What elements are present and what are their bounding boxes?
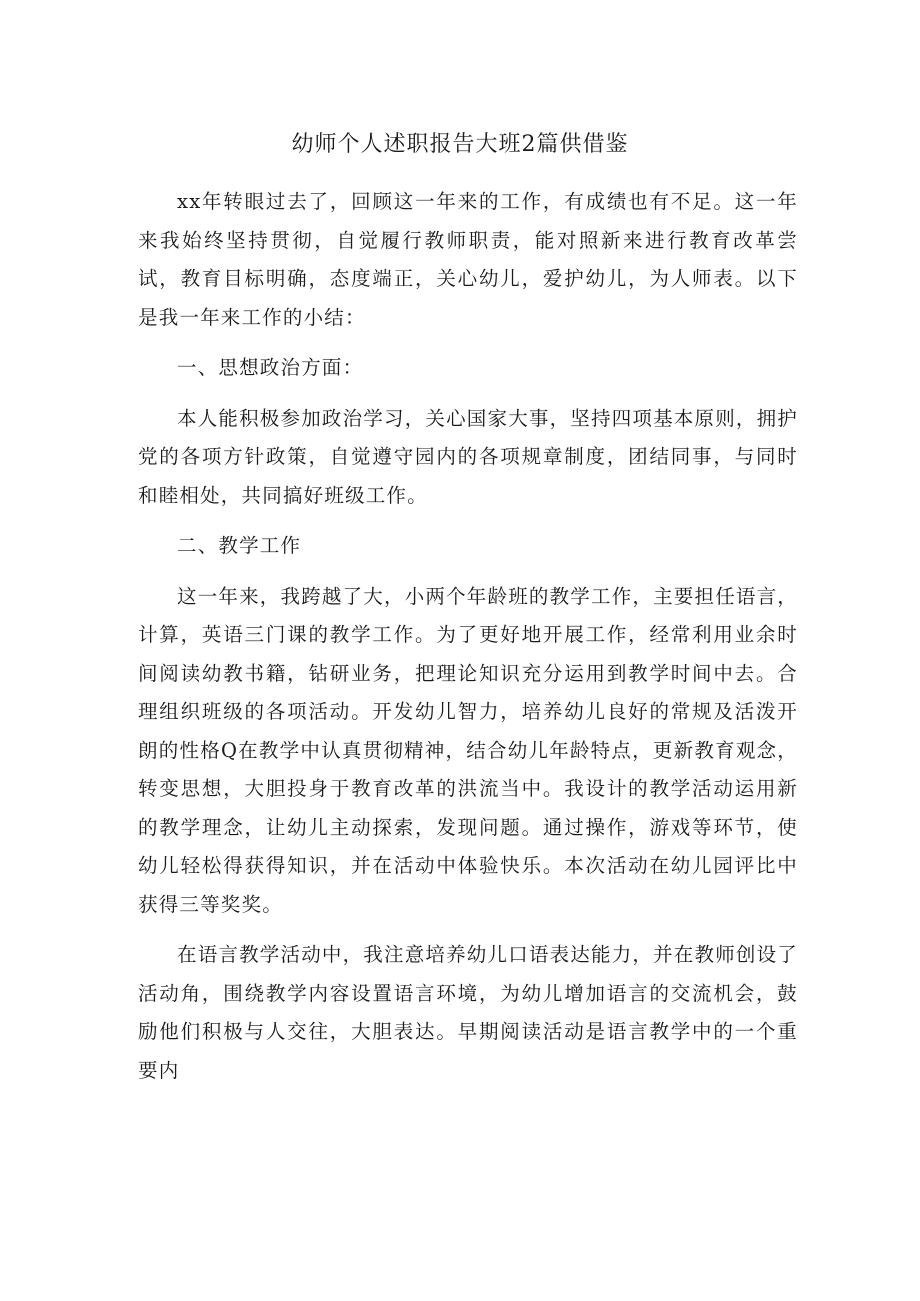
section-heading-teaching: 二、教学工作 bbox=[177, 534, 302, 557]
document-title: 幼师个人述职报告大班2篇供借鉴 bbox=[291, 132, 629, 157]
politics-paragraph: 本人能积极参加政治学习，关心国家大事，坚持四项基本原则，拥护党的各项方针政策，自觉遵守园内的各项规章制度，团结同事，与同时和睦相处，共同搞好班级工作。 bbox=[138, 406, 799, 507]
intro-paragraph: xx年转眼过去了，回顾这一年来的工作，有成绩也有不足。这一年来我始终坚持贯彻，自觉履行教师职责，能对照新来进行教育改革尝试，教育目标明确，态度端正，关心幼儿，爱护幼儿，为人师表。以下是我一年来工作的小结： bbox=[138, 190, 798, 329]
document-body bbox=[138, 183, 798, 1090]
language-teaching-paragraph: 在语言教学活动中，我注意培养幼儿口语表达能力，并在教师创设了活动角，围绕教学内容设置语言环境，为幼儿增加语言的交流机会，鼓励他们积极与人交往，大胆表达。早期阅读活动是语言教学中的一个重要内 bbox=[138, 943, 799, 1082]
section-heading-politics: 一、思想政治方面： bbox=[177, 356, 364, 379]
teaching-paragraph: 这一年来，我跨越了大，小两个年龄班的教学工作，主要担任语言，计算，英语三门课的教学工作。为了更好地开展工作，经常利用业余时间阅读幼教书籍，钻研业务，把理论知识充分运用到教学时间中去。合理组织班级的各项活动。开发幼儿智力，培养幼儿良好的常规及活泼开朗的性格Q在教学中认真贯彻精神，结合幼儿年龄特点，更新教育观念，转变思想，大胆投身于教育改革的洪流当中。我设计的教学活动运用新的教学理念，让幼儿主动探索，发现问题。通过操作，游戏等环节，使幼儿轻松得获得知识，并在活动中体验快乐。本次活动在幼儿园评比中获得三等奖奖。 bbox=[138, 584, 799, 916]
